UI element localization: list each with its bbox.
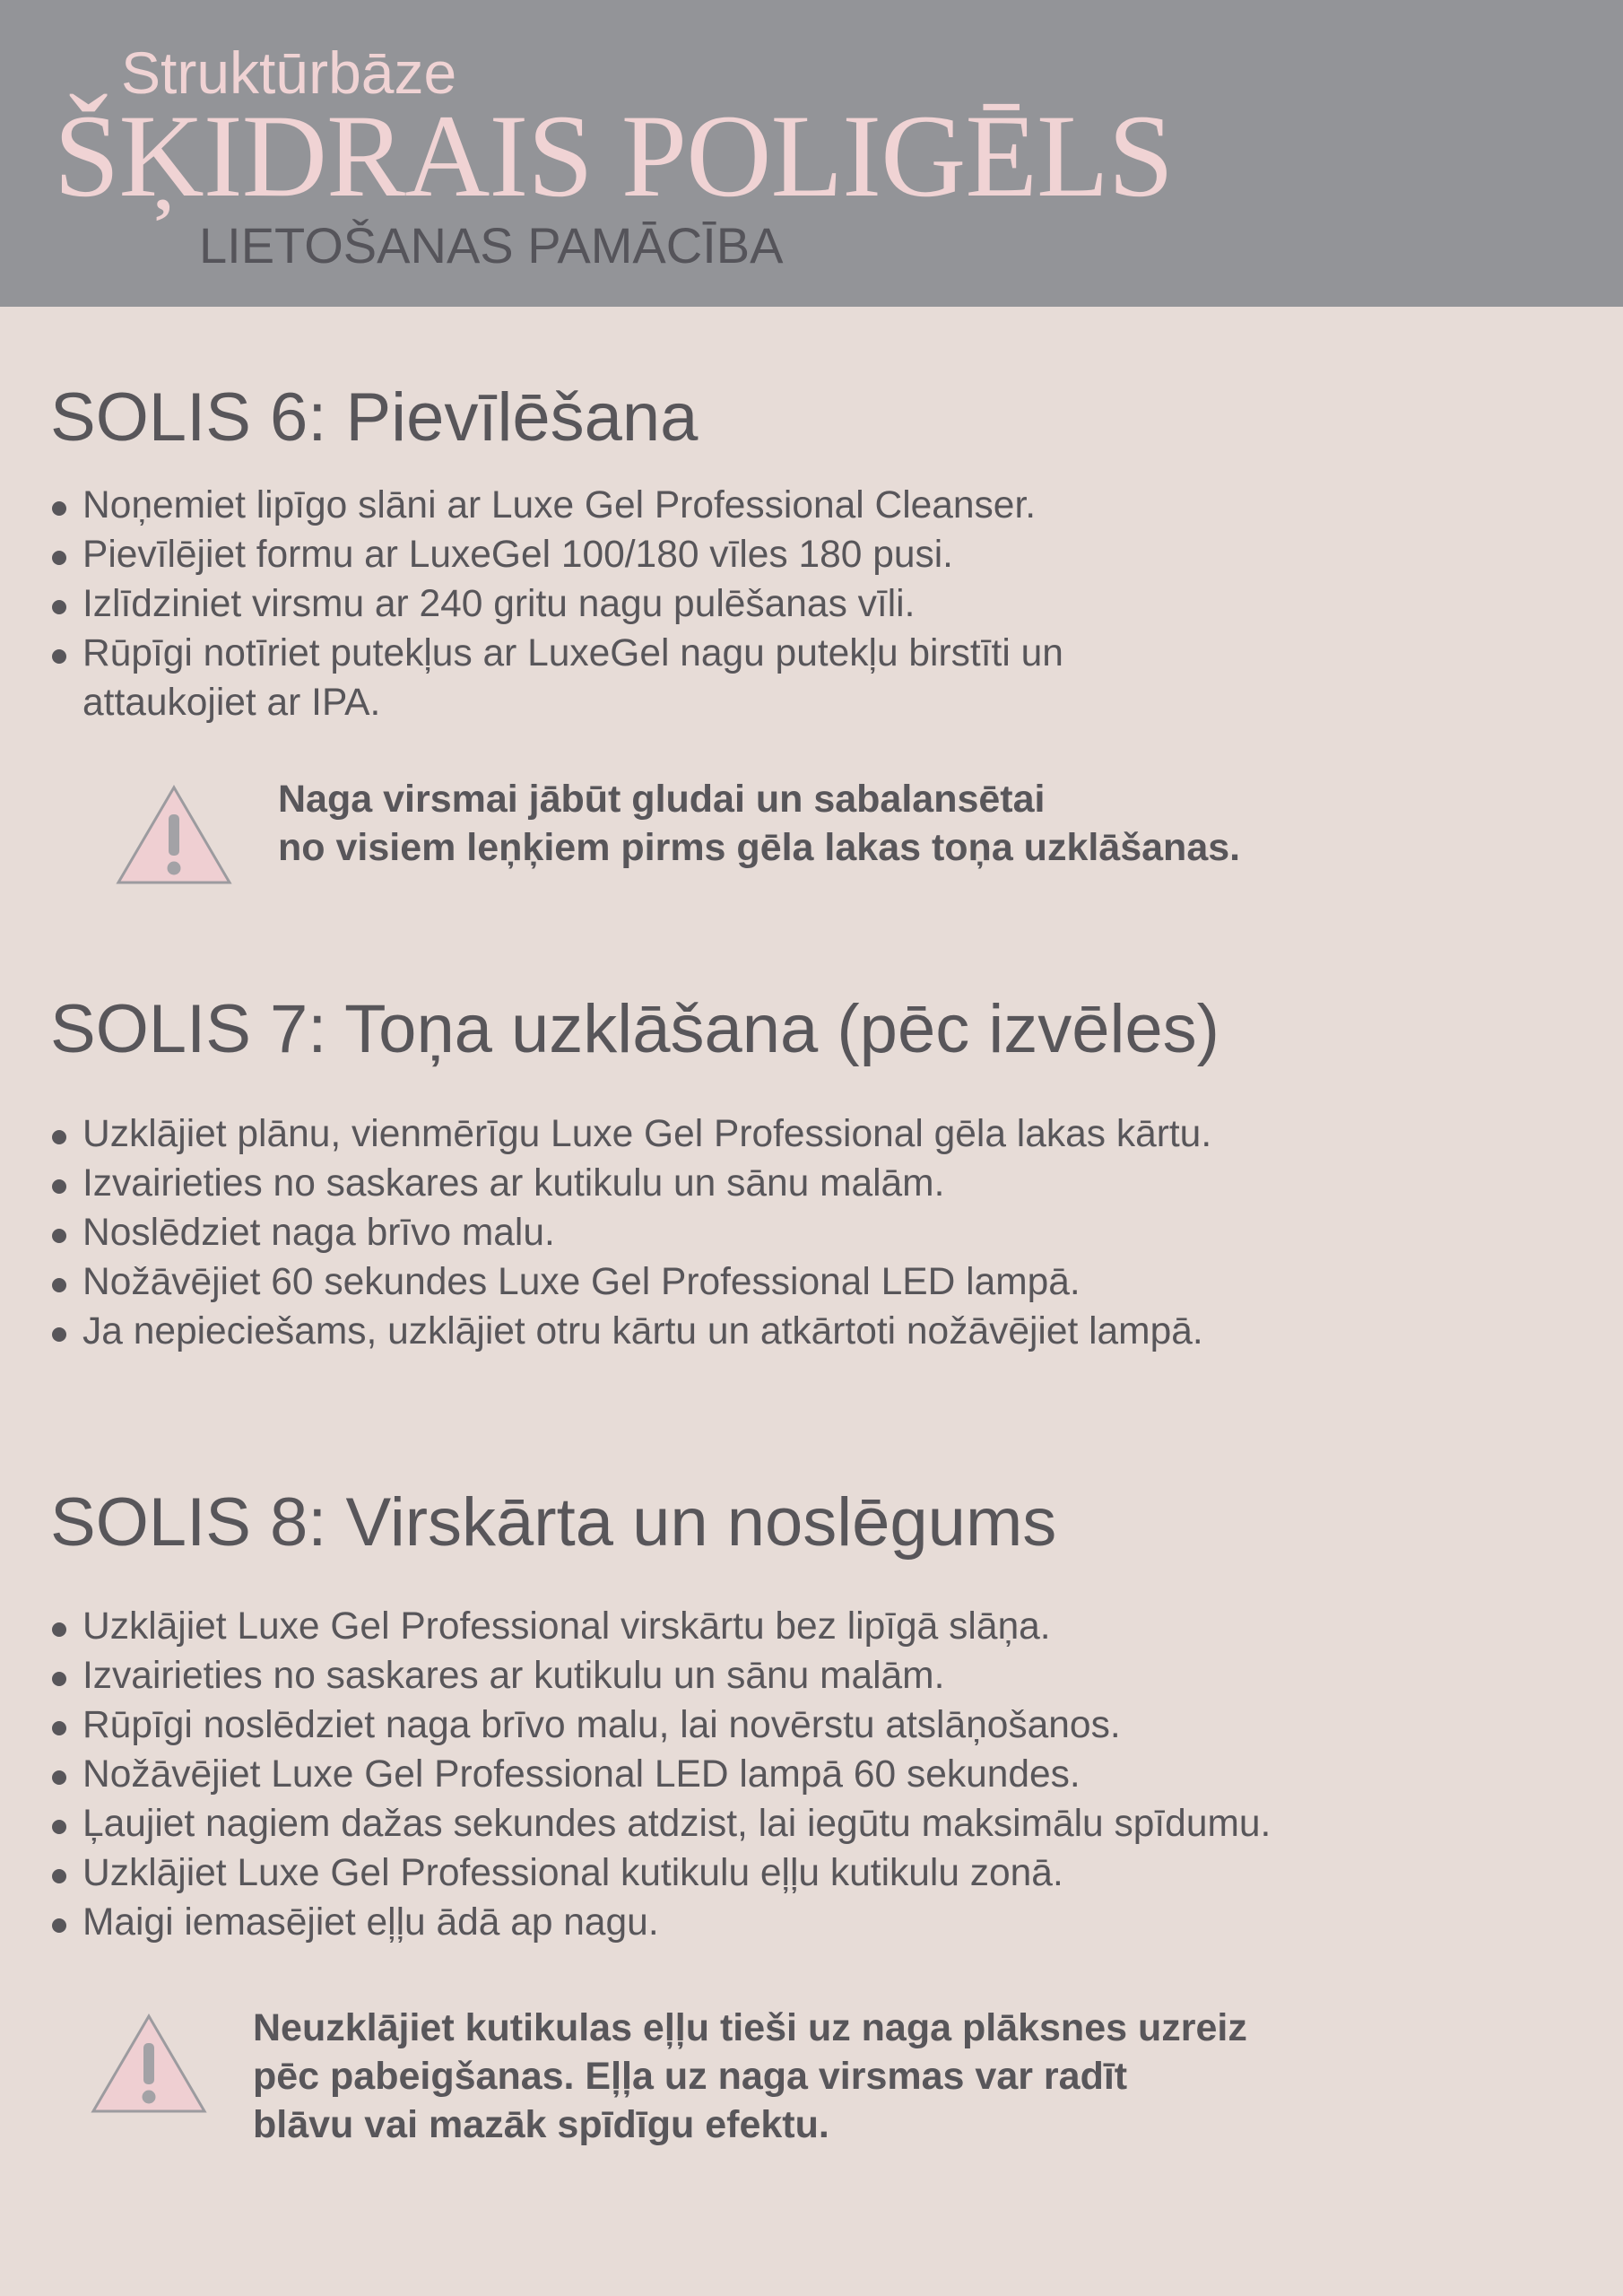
warning-triangle-icon xyxy=(90,2013,208,2115)
list-item: Noņemiet lipīgo slāni ar Luxe Gel Professional Cleanser. xyxy=(50,481,1593,530)
list-item: Uzklājiet plānu, vienmērīgu Luxe Gel Professional gēla lakas kārtu. xyxy=(50,1109,1593,1159)
bullet-dot-icon xyxy=(52,1672,66,1686)
step-6-warning xyxy=(0,771,1623,897)
warning-text-line: blāvu vai mazāk spīdīgu efektu. xyxy=(253,2103,829,2146)
step-6-heading: SOLIS 6: Pievīlēšana xyxy=(50,379,699,456)
warning-text-line: Naga virsmai jābūt gludai un sabalansētai xyxy=(278,778,1046,821)
list-item: Izvairieties no saskares ar kutikulu un sānu malām. xyxy=(50,1159,1593,1208)
warning-text-line: Neuzklājiet kutikulas eļļu tieši uz naga plāksnes uzreiz xyxy=(253,2006,1247,2049)
bullet-dot-icon xyxy=(52,551,66,565)
header-banner xyxy=(0,0,1623,307)
warning-text-line: no visiem leņķiem pirms gēla lakas toņa uzklāšanas. xyxy=(278,826,1241,869)
step-6-bullet-list xyxy=(50,481,1593,727)
bullet-dot-icon xyxy=(52,1820,66,1834)
list-item: Ļaujiet nagiem dažas sekundes atdzist, lai iegūtu maksimālu spīdumu. xyxy=(50,1799,1593,1848)
bullet-dot-icon xyxy=(52,501,66,516)
bullet-dot-icon xyxy=(52,1327,66,1342)
step-7-heading: SOLIS 7: Toņa uzklāšana (pēc izvēles) xyxy=(50,991,1219,1067)
list-item: Izlīdziniet virsmu ar 240 gritu nagu pulēšanas vīli. xyxy=(50,579,1593,629)
step-8-bullet-list xyxy=(50,1602,1593,1947)
product-title: ŠĶIDRAIS POLIGĒLS xyxy=(54,90,1174,222)
list-item: Rūpīgi notīriet putekļus ar LuxeGel nagu putekļu birstīti un xyxy=(50,629,1593,678)
warning-triangle-icon xyxy=(115,784,233,886)
list-item: Nožāvējiet Luxe Gel Professional LED lampā 60 sekundes. xyxy=(50,1750,1593,1799)
list-item: Uzklājiet Luxe Gel Professional virskārtu bez lipīgā slāņa. xyxy=(50,1602,1593,1651)
list-item: Nožāvējiet 60 sekundes Luxe Gel Professional LED lampā. xyxy=(50,1257,1593,1307)
bullet-dot-icon xyxy=(52,1918,66,1933)
bullet-dot-icon xyxy=(52,1278,66,1292)
step-7-bullet-list xyxy=(50,1109,1593,1356)
warning-text-line: pēc pabeigšanas. Eļļa uz naga virsmas var radīt xyxy=(253,2055,1128,2098)
list-item: Maigi iemasējiet eļļu ādā ap nagu. xyxy=(50,1898,1593,1947)
bullet-dot-icon xyxy=(52,1622,66,1637)
list-item: Noslēdziet naga brīvo malu. xyxy=(50,1208,1593,1257)
step-8-heading: SOLIS 8: Virskārta un noslēgums xyxy=(50,1484,1057,1561)
bullet-dot-icon xyxy=(52,1869,66,1883)
bullet-dot-icon xyxy=(52,600,66,614)
bullet-dot-icon xyxy=(52,1229,66,1243)
list-item: Uzklājiet Luxe Gel Professional kutikulu eļļu kutikulu zonā. xyxy=(50,1848,1593,1898)
bullet-dot-icon xyxy=(52,649,66,664)
list-item: Pievīlējiet formu ar LuxeGel 100/180 vīles 180 pusi. xyxy=(50,530,1593,579)
list-item: Izvairieties no saskares ar kutikulu un sānu malām. xyxy=(50,1651,1593,1700)
document-tagline: LIETOŠANAS PAMĀCĪBA xyxy=(199,217,784,274)
step-8-warning xyxy=(0,2000,1623,2179)
bullet-dot-icon xyxy=(52,1770,66,1785)
list-item-continuation: attaukojiet ar IPA. xyxy=(82,682,381,724)
list-item: Ja nepieciešams, uzklājiet otru kārtu un atkārtoti nožāvējiet lampā. xyxy=(50,1307,1593,1356)
bullet-dot-icon xyxy=(52,1179,66,1194)
bullet-dot-icon xyxy=(52,1130,66,1144)
bullet-dot-icon xyxy=(52,1721,66,1735)
list-item: Rūpīgi noslēdziet naga brīvo malu, lai novērstu atslāņošanos. xyxy=(50,1700,1593,1750)
product-subtitle: Struktūrbāze xyxy=(121,39,457,106)
